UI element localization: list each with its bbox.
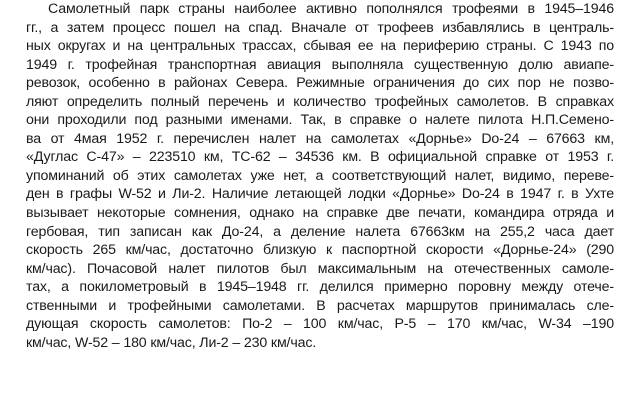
paragraph-line: ревозок, особенно в районах Севера. Режимные ограничения до сих пор не позво- [26,75,614,92]
paragraph-line: ных округах и на центральных трассах, сбывая ее на периферию страны. С 1943 по [26,38,614,55]
paragraph-line: вызывает некоторые сомнения, однако на справке две печати, командира отряда и [26,205,614,222]
paragraph-line: ва от 4мая 1952 г. перечислен налет на самолетах «Дорнье» Do-24 – 67663 км, [26,130,614,147]
paragraph-line: гербовая, тип записан как До-24, а деление налета 67663км на 255,2 часа дает [26,223,614,240]
paragraph-line: тах, а покилометровый в 1945–1948 гг. делился примерно поровну между отече- [26,279,614,296]
paragraph-line: упоминаний об этих самолетах уже нет, а соответствующий налет, видимо, переве- [26,167,614,184]
paragraph-line: скорость 265 км/час, достаточно близкую к паспортной скорости «Дорнье-24» (290 [26,242,614,259]
paragraph-line: они проходили под разными именами. Так, в справке о налете пилота Н.П.Семено- [26,112,614,129]
paragraph-line: «Дуглас С-47» – 223510 км, ТС-62 – 34536 км. В официальной справке от 1953 г. [26,149,614,166]
paragraph-line: км/час). Почасовой налет пилотов был максимальным на отечественных самоле- [26,260,614,277]
paragraph-last-line: км/час, W-52 – 180 км/час, Ли-2 – 230 км/час. [26,334,317,351]
paragraph-line: дующая скорость самолетов: По-2 – 100 км/час, Р-5 – 170 км/час, W-34 –190 [26,316,614,333]
paragraph-line: ляют определить полный перечень и количество трофейных самолетов. В справках [26,93,614,110]
paragraph-line: ден в графы W-52 и Ли-2. Наличие летающей лодки «Дорнье» Do-24 в 1947 г. в Ухте [26,186,614,203]
document-page [26,0,614,352]
paragraph-line: Самолетный парк страны наиболее активно пополнялся трофеями в 1945–1946 [48,1,614,17]
paragraph-line: 1949 г. трофейная транспортная авиация выполняла существенную долю авиапе- [26,56,614,73]
paragraph-line: ственными и трофейными самолетами. В расчетах маршрутов принималась сле- [26,297,614,314]
paragraph-line: гг., а затем процесс пошел на спад. Вначале от трофеев избавлялись в централь- [26,19,614,36]
